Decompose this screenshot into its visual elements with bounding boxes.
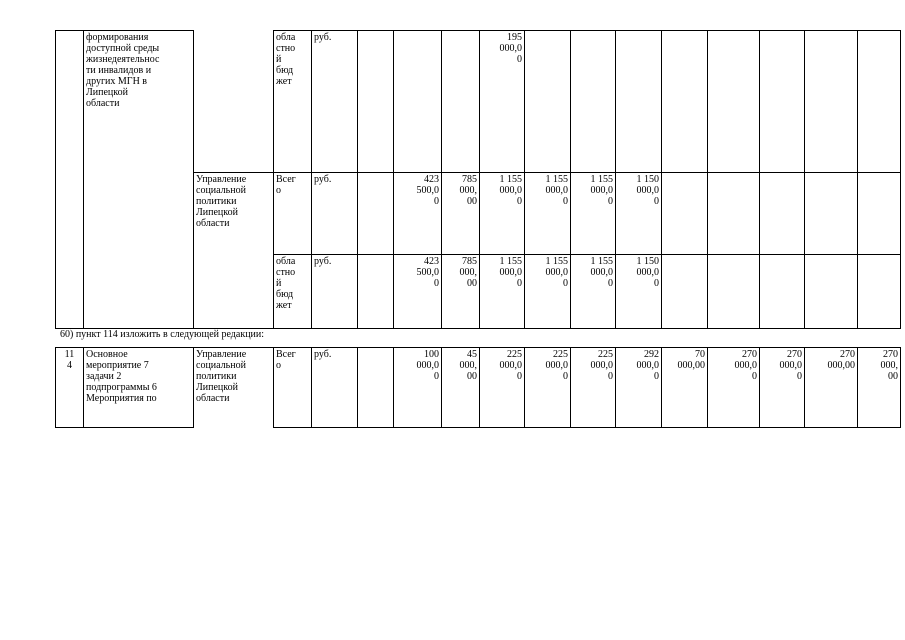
value-cell (525, 31, 571, 173)
value-cell: 423 500,0 0 (394, 255, 442, 329)
value-cell (805, 31, 858, 173)
table-row (56, 31, 901, 173)
value-cell (662, 173, 708, 255)
activity-name-cell: формирования доступной среды жизнедеятельнос ти инвалидов и других МГН в Липецкой области (84, 31, 194, 329)
value-cell: 70 000,00 (662, 348, 708, 428)
executor-cell: Управление социальной политики Липецкой области (194, 348, 274, 428)
value-cell: 292 000,0 0 (616, 348, 662, 428)
number-cell: 11 4 (56, 348, 84, 428)
value-cell: 1 150 000,0 0 (616, 255, 662, 329)
value-cell (858, 255, 901, 329)
value-cell (358, 255, 394, 329)
value-cell: 100 000,0 0 (394, 348, 442, 428)
value-cell (760, 31, 805, 173)
source-cell: обла стно й бюд жет (274, 31, 312, 173)
value-cell (442, 31, 480, 173)
value-cell (662, 31, 708, 173)
activity-name-cell: Основное мероприятие 7 задачи 2 подпрограммы 6 Мероприятия по (84, 348, 194, 428)
unit-cell: руб. (312, 173, 358, 255)
value-cell (358, 173, 394, 255)
value-cell: 1 155 000,0 0 (571, 173, 616, 255)
executor-cell: Управление социальной политики Липецкой области (194, 173, 274, 329)
value-cell: 1 155 000,0 0 (525, 255, 571, 329)
value-cell (571, 31, 616, 173)
value-cell: 1 155 000,0 0 (480, 255, 525, 329)
unit-cell: руб. (312, 348, 358, 428)
source-cell: Всег о (274, 173, 312, 255)
value-cell: 270 000,0 0 (708, 348, 760, 428)
value-cell (858, 31, 901, 173)
value-cell: 225 000,0 0 (525, 348, 571, 428)
value-cell: 423 500,0 0 (394, 173, 442, 255)
value-cell (616, 31, 662, 173)
executor-cell-empty (194, 31, 274, 173)
value-cell: 1 155 000,0 0 (571, 255, 616, 329)
source-cell: Всег о (274, 348, 312, 428)
table-row (56, 348, 901, 428)
value-cell: 270 000,0 0 (760, 348, 805, 428)
value-cell: 225 000,0 0 (571, 348, 616, 428)
value-cell (394, 31, 442, 173)
value-cell: 1 150 000,0 0 (616, 173, 662, 255)
source-cell: обла стно й бюд жет (274, 255, 312, 329)
value-cell (708, 173, 760, 255)
value-cell (760, 255, 805, 329)
value-cell (708, 31, 760, 173)
value-cell: 1 155 000,0 0 (525, 173, 571, 255)
value-cell: 270 000,00 (805, 348, 858, 428)
unit-cell: руб. (312, 255, 358, 329)
value-cell: 45 000, 00 (442, 348, 480, 428)
value-cell: 270 000, 00 (858, 348, 901, 428)
continuation-table (55, 30, 901, 329)
value-cell: 225 000,0 0 (480, 348, 525, 428)
unit-cell: руб. (312, 31, 358, 173)
value-cell (358, 31, 394, 173)
value-cell (358, 348, 394, 428)
value-cell: 1 155 000,0 0 (480, 173, 525, 255)
value-cell (805, 173, 858, 255)
amendment-note: 60) пункт 114 изложить в следующей редакции: (60, 329, 265, 340)
value-cell: 785 000, 00 (442, 173, 480, 255)
value-cell (708, 255, 760, 329)
value-cell (662, 255, 708, 329)
value-cell (805, 255, 858, 329)
value-cell (858, 173, 901, 255)
number-cell (56, 31, 84, 329)
item-114-table (55, 347, 901, 428)
value-cell (760, 173, 805, 255)
value-cell: 195 000,0 0 (480, 31, 525, 173)
value-cell: 785 000, 00 (442, 255, 480, 329)
